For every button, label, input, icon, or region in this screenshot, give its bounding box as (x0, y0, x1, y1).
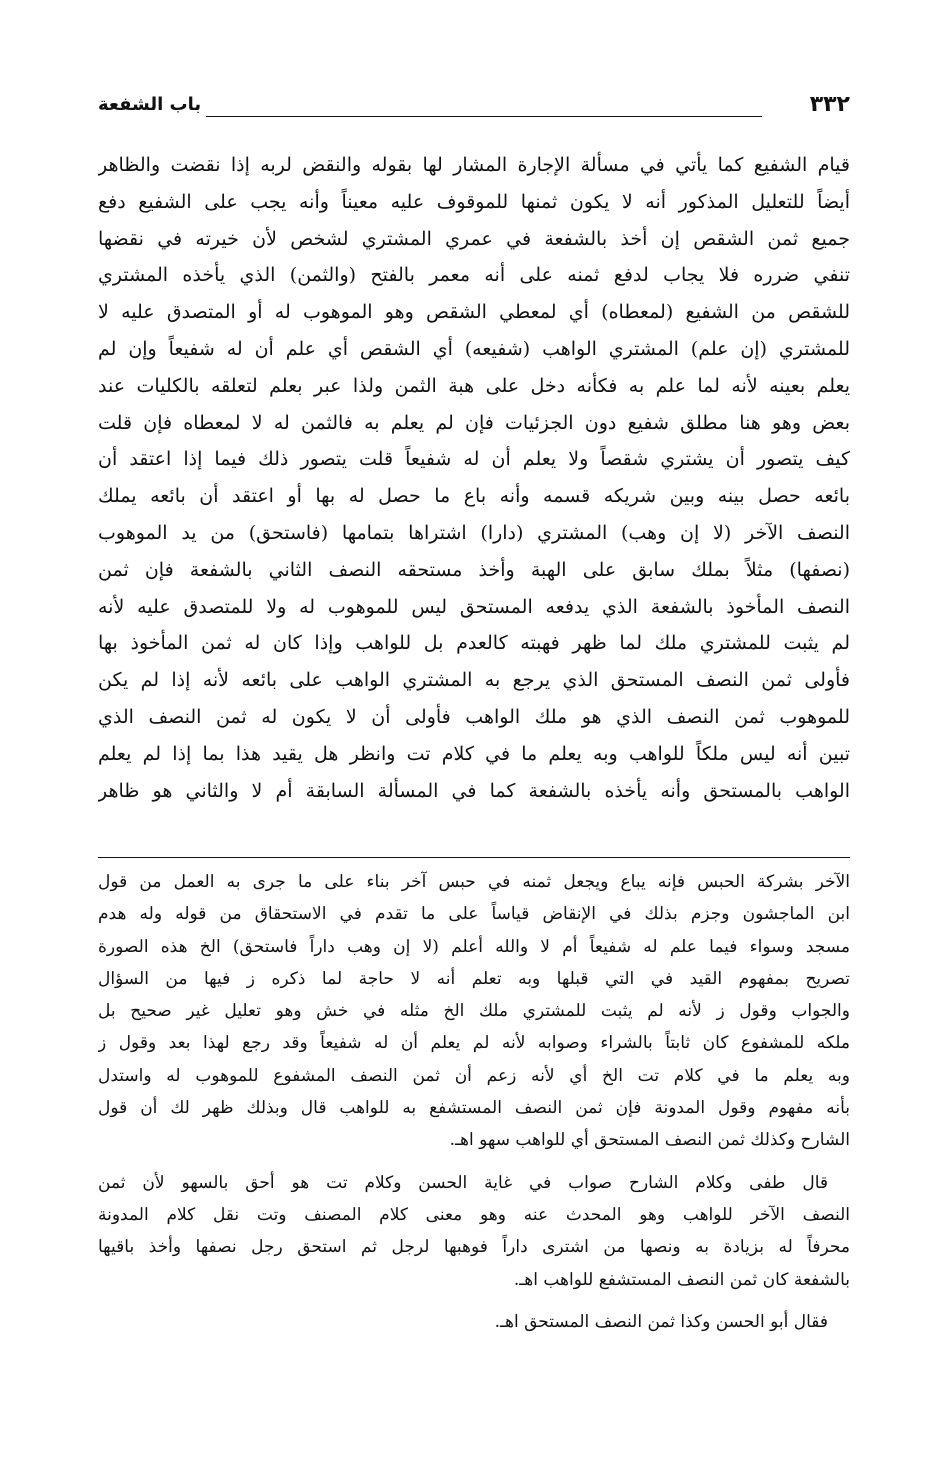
footnote-paragraph (98, 1306, 850, 1338)
page-number: ٣٣٢ (809, 92, 850, 117)
footnote-line: والجواب وقول ز لأنه لم يثبت للمشتري ملك الخ مثله في خش وهو تعليل غير صحيح بل (98, 1001, 850, 1022)
chapter-title: باب الشفعة (98, 94, 202, 115)
main-line: بعض وهو هنا مطلق شفيع دون الجزئيات فإن لم يعلم به فالثمن له لا لمعطاه فإن قلت (98, 411, 850, 434)
main-line: النصف المأخوذ بالشفعة الذي يدفعه المستحق ليس للموهوب له ولا للمتصدق عليه لأنه (98, 595, 850, 618)
header-rule (206, 116, 762, 117)
footnote-line: بأنه مفهوم وقول المدونة فإن ثمن النصف المستشفع به للواهب قال وبذلك ظهر لك أن قول (98, 1098, 850, 1119)
footnote-line: وبه يعلم ما في كلام تت الخ أي لأنه زعم أن ثمن النصف المشفوع للموهوب له واستدل (98, 1065, 850, 1086)
footnote-line: الآخر بشركة الحبس فإنه يباع ويجعل ثمنه في حبس آخر بناء على ما جرى به العمل من قول (98, 872, 850, 892)
main-line: كيف يتصور أن يشتري شقصاً ولا يعلم أن له شفيعاً قلت يتصور ذلك فيما إذا اعتقد أن (98, 448, 850, 471)
running-header (98, 92, 850, 124)
main-line: لم يثبت للمشتري ملك لما ظهر فهبته كالعدم بل للواهب وإذا كان له ثمن المأخوذ بها (98, 632, 850, 655)
footnotes (98, 866, 850, 1338)
main-line: قيام الشفيع كما يأتي في مسألة الإجارة المشار لها بقوله والنقض لربه إذا نقضت والظاهر (98, 154, 850, 176)
main-line: للشقص من الشفيع (لمعطاه) أي لمعطي الشقص وهو الموهوب له أو المتصدق عليه لا (98, 301, 850, 324)
main-line: تنفي ضرره فلا يجاب لدفع ثمنه على أنه معمر بالفتح (والثمن) الذي يأخذه المشتري (98, 264, 850, 287)
footnote-line: ابن الماجشون وجزم بذلك في الإنقاض قياساً على ما تقدم في الاستحقاق من قوله وله هدم (98, 904, 850, 925)
main-text (98, 147, 850, 809)
main-line: يعلم بعينه لأنه لما علم به فكأنه دخل على هبة الثمن ولذا عبر بعلم لتعلقه بالكليات عند (98, 374, 850, 397)
footnote-line: النصف الآخر للواهب وهو المحدث عنه وهو معنى كلام المصنف وتت نقل كلام المدونة (98, 1204, 850, 1225)
footnote-rule (98, 857, 850, 858)
main-line: للموهوب ثمن النصف الذي هو ملك الواهب فأولى أن لا يكون له ثمن النصف الذي (98, 705, 850, 728)
main-line: بائعه حصل بينه وبين شريكه قسمه وأنه باع ما حصل له بها أو اعتقد أن بائعه يملك (98, 485, 850, 508)
main-line: أيضاً للتعليل المذكور أنه لا يكون ثمنها للموقوف عليه معيناً وأنه يجب على الشفيع دفع (98, 190, 850, 213)
main-line: فأولى ثمن النصف المستحق الذي يرجع به المشتري الواهب على بائعه لأنه إذا لم يكن (98, 669, 850, 692)
main-line: النصف الآخر (لا إن وهب) المشتري (دارا) اشتراها بتمامها (فاستحق) من يد الموهوب (98, 521, 850, 544)
main-line: الواهب بالمستحق وأنه يأخذه بالشفعة كما في المسألة السابقة أم لا والثاني هو ظاهر (98, 779, 850, 802)
footnote-line: بالشفعة كان ثمن النصف المستشفع للواهب اهـ. (513, 1269, 850, 1290)
footnote-paragraph (98, 1167, 850, 1296)
footnote-line: تصريح بمفهوم القيد في التي قبلها وبه تعلم أنه لا حاجة لما ذكره ز فيها من السؤال (98, 968, 850, 989)
footnote-line: فقال أبو الحسن وكذا ثمن النصف المستحق اهـ. (494, 1311, 828, 1332)
main-line: تبين أنه ليس ملكاً للواهب وبه يعلم ما في كلام تت وانظر هل يقيد هذا بما إذا لم يعلم (98, 742, 850, 765)
footnote-line: الشارح وكذلك ثمن النصف المستحق أي للواهب سهو اهـ. (449, 1130, 850, 1151)
main-line: (نصفها) مثلاً بملك سابق على الهبة وأخذ مستحقه النصف الثاني بالشفعة فإن ثمن (98, 558, 850, 581)
main-line: للمشتري (إن علم) المشتري الواهب (شفيعه) أي الشقص أي علم أن له شفيعاً وإن لم (98, 337, 850, 360)
footnote-line: محرفاً له بزيادة به ونصها من اشترى داراً فوهبها لرجل ثم استحق رجل نصفها وأخذ باقيها (98, 1237, 850, 1258)
footnote-line: ملكه للمشفوع كان ثابتاً بالشراء وصوابه لأنه لم يعلم أن له شفيعاً وقد رجع لهذا بعد وقول ز (98, 1033, 850, 1054)
main-line: جميع ثمن الشقص إن أخذ بالشفعة في عمري المشتري لشخص لأن خيرته في نقضها (98, 227, 850, 250)
footnote-line: مسجد وسواء فيما علم له شفيعاً أم لا والله أعلم (لا إن وهب داراً فاستحق) الخ هذه الصورة (98, 936, 850, 957)
footnote-line: قال طفى وكلام الشارح صواب في غاية الحسن وكلام تت هو أحق بالسهو لأن ثمن (98, 1172, 828, 1193)
footnote-paragraph (98, 866, 850, 1157)
